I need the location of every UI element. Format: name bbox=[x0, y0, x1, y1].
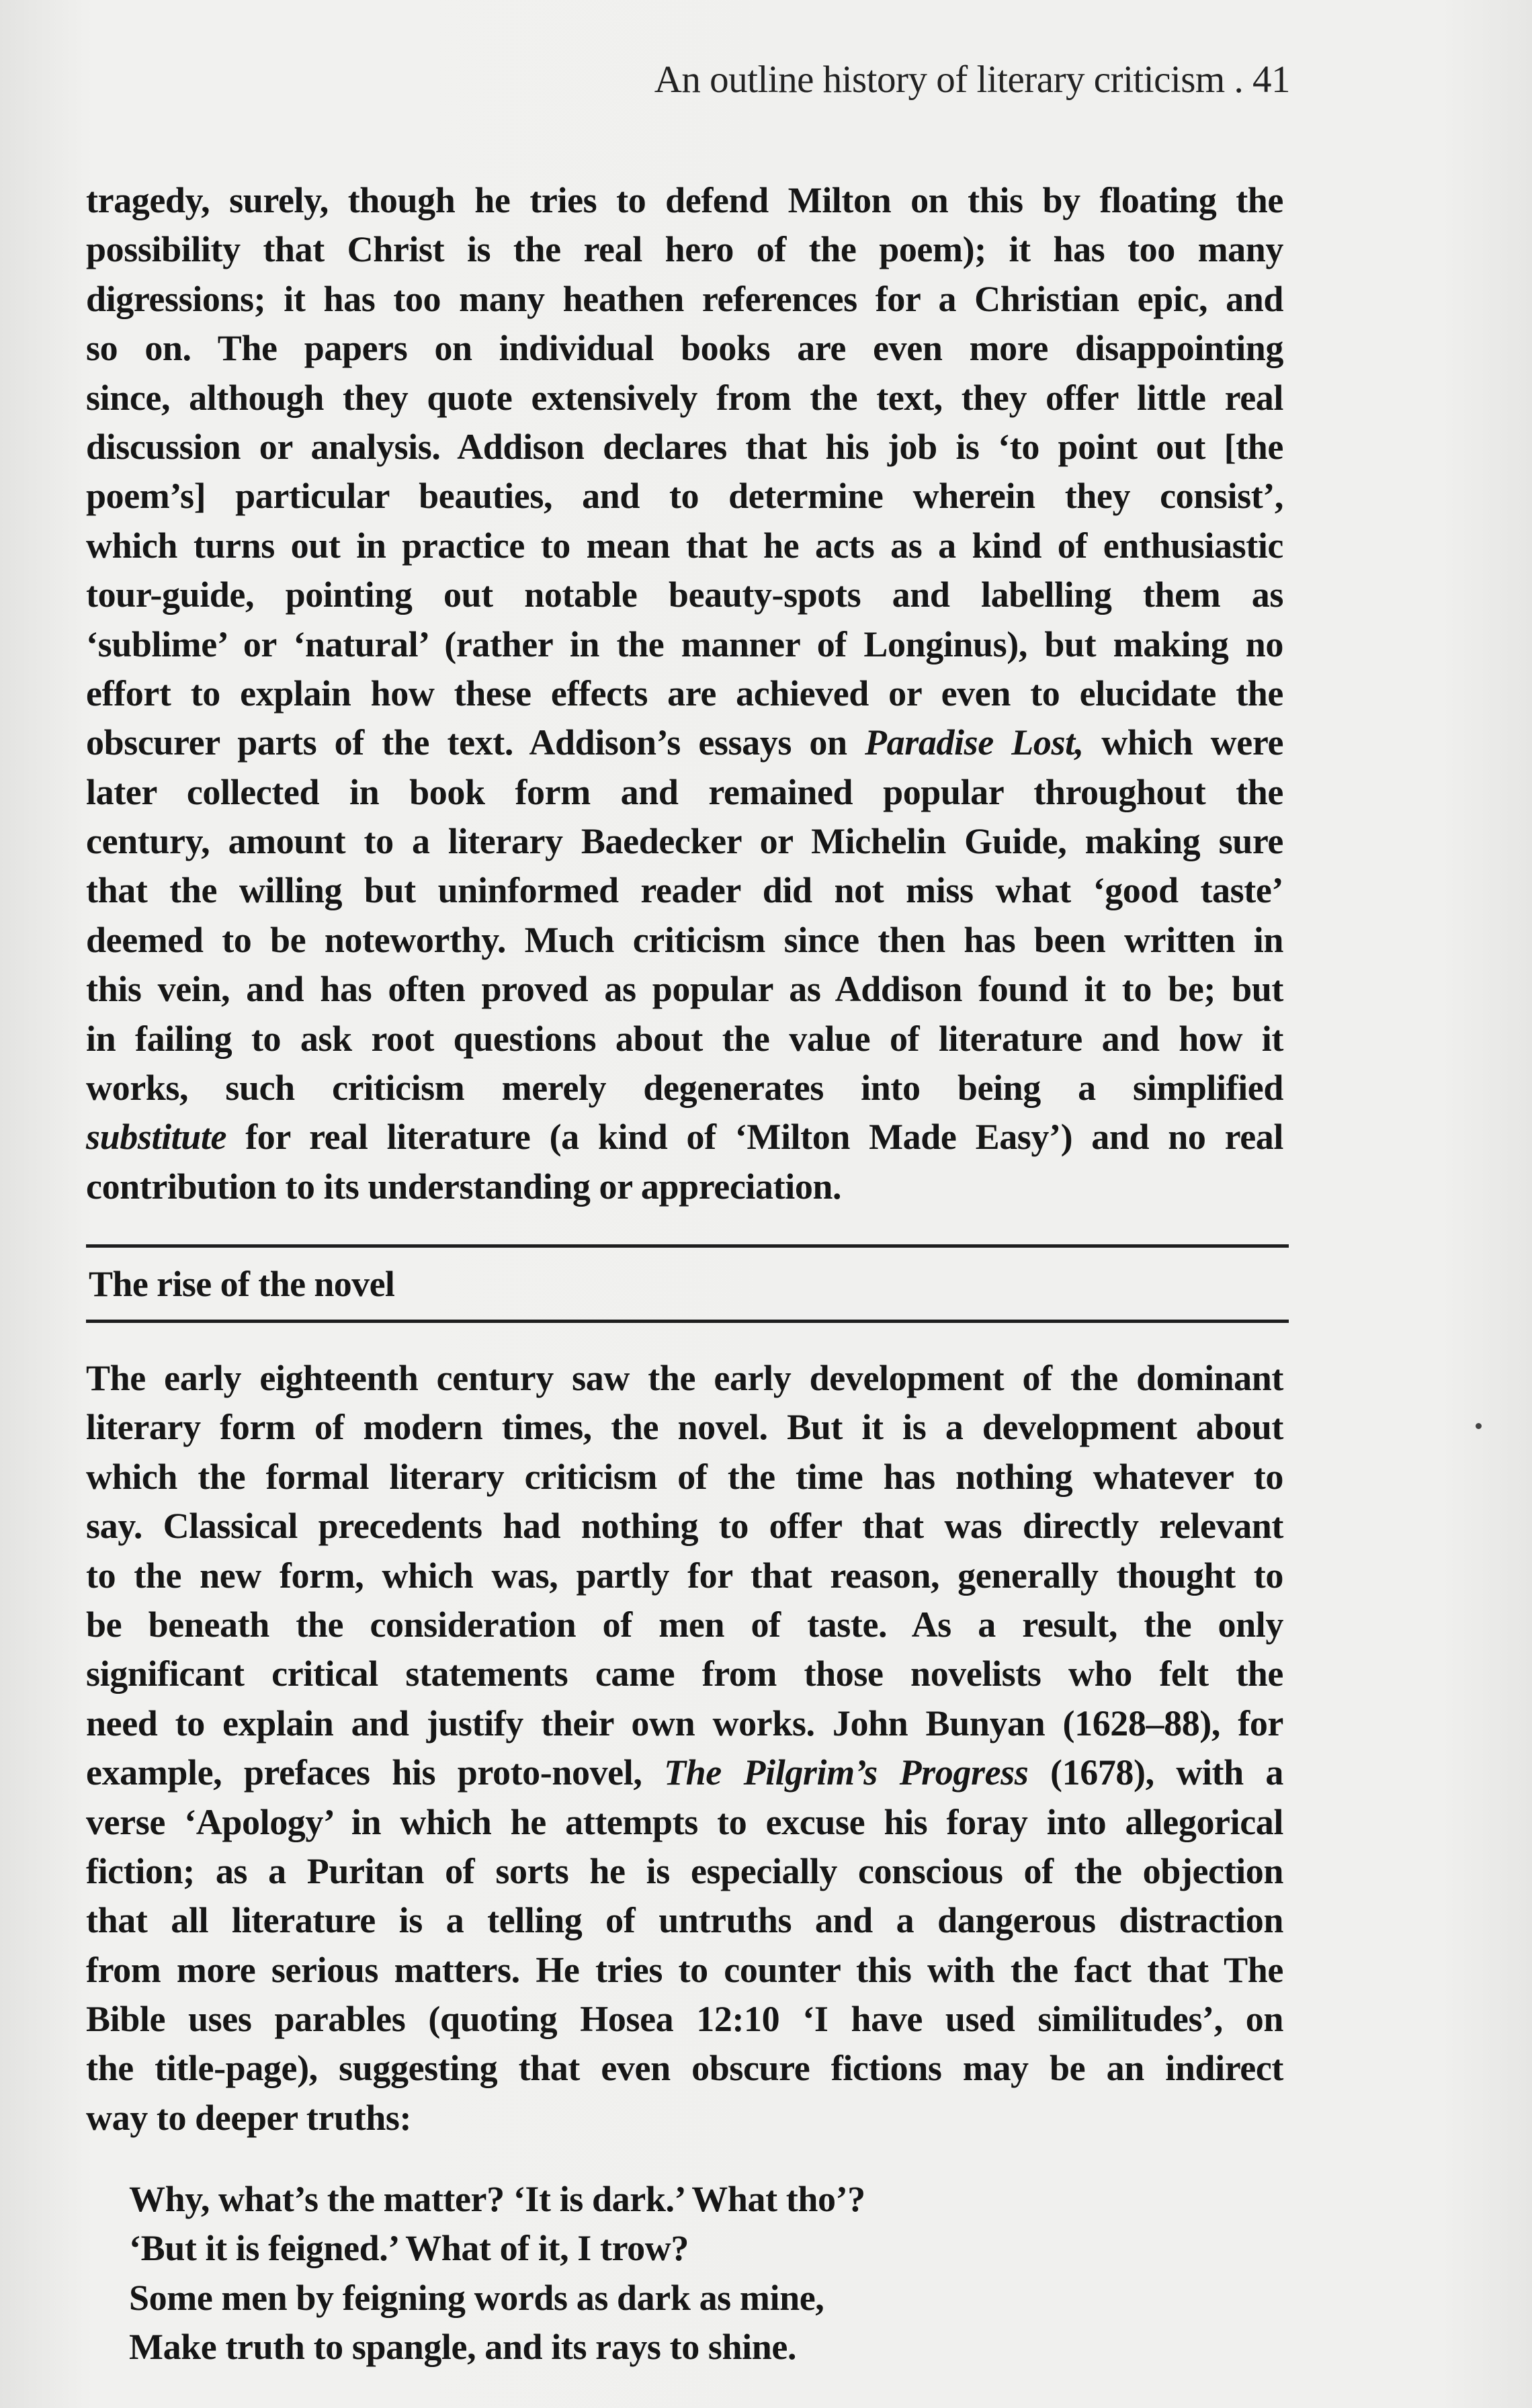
verse-line: Make truth to spangle, and its rays to shine. bbox=[129, 2327, 797, 2368]
text-line: be beneath the consideration of men of taste. As a result, the only bbox=[86, 1604, 1283, 1645]
text-fragment: which were bbox=[1083, 722, 1284, 763]
text-fragment: obscurer parts of the text. Addison’s essays on bbox=[86, 722, 865, 763]
verse-line: Some men by feigning words as dark as mine, bbox=[129, 2277, 824, 2318]
text-fragment: (1678), with a bbox=[1028, 1752, 1284, 1793]
verse-line: ‘But it is feigned.’ What of it, I trow? bbox=[129, 2228, 689, 2269]
paragraph-novel bbox=[86, 1354, 1283, 2143]
text-line: which the formal literary criticism of the time has nothing whatever to bbox=[86, 1456, 1283, 1497]
text-line: way to deeper truths: bbox=[86, 2097, 412, 2138]
text-line-with-title bbox=[86, 718, 1283, 767]
text-line: possibility that Christ is the real hero of the poem); it has too many bbox=[86, 229, 1283, 270]
text-line-with-italic bbox=[86, 1113, 1283, 1162]
text-line: tour-guide, pointing out notable beauty-spots and labelling them as bbox=[86, 574, 1283, 615]
text-line: poem’s] particular beauties, and to determine wherein they consist’, bbox=[86, 476, 1283, 517]
text-line: literary form of modern times, the novel. But it is a development about bbox=[86, 1407, 1283, 1448]
text-line: century, amount to a literary Baedecker or Michelin Guide, making sure bbox=[86, 821, 1283, 862]
text-line: later collected in book form and remained popular throughout the bbox=[86, 771, 1283, 812]
text-line: this vein, and has often proved as popular as Addison found it to be; but bbox=[86, 969, 1283, 1010]
text-line: the title-page), suggesting that even obscure fictions may be an indirect bbox=[86, 2048, 1283, 2089]
text-line: from more serious matters. He tries to counter this with the fact that The bbox=[86, 1949, 1283, 1990]
text-line: fiction; as a Puritan of sorts he is especially conscious of the objection bbox=[86, 1850, 1283, 1891]
text-line: works, such criticism merely degenerates into being a simplified bbox=[86, 1068, 1283, 1109]
heading-rule-bottom bbox=[86, 1320, 1289, 1323]
text-line: effort to explain how these effects are achieved or even to elucidate the bbox=[86, 673, 1283, 714]
text-line: need to explain and justify their own works. John Bunyan (1628–88), for bbox=[86, 1703, 1283, 1744]
text-line: that the willing but uninformed reader did not miss what ‘good taste’ bbox=[86, 870, 1283, 911]
text-line: significant critical statements came from those novelists who felt the bbox=[86, 1653, 1283, 1694]
text-line: contribution to its understanding or appreciation. bbox=[86, 1166, 842, 1207]
text-line: since, although they quote extensively from the text, they offer little real bbox=[86, 377, 1283, 418]
text-line: ‘sublime’ or ‘natural’ (rather in the manner of Longinus), but making no bbox=[86, 624, 1283, 664]
text-line: digressions; it has too many heathen references for a Christian epic, and bbox=[86, 278, 1283, 319]
text-line: verse ‘Apology’ in which he attempts to excuse his foray into allegorical bbox=[86, 1801, 1283, 1842]
text-line-with-title bbox=[86, 1748, 1283, 1797]
text-line: to the new form, which was, partly for that reason, generally thought to bbox=[86, 1555, 1283, 1596]
paragraph-addison bbox=[86, 176, 1283, 1211]
text-fragment: for real literature (a kind of ‘Milton Made Easy’) and no real bbox=[226, 1117, 1283, 1158]
text-line: that all literature is a telling of untruths and a dangerous distraction bbox=[86, 1900, 1283, 1941]
verse-line: Why, what’s the matter? ‘It is dark.’ What tho’? bbox=[129, 2179, 865, 2219]
text-line: so on. The papers on individual books are even more disappointing bbox=[86, 328, 1283, 369]
verse-quotation bbox=[129, 2175, 865, 2372]
book-title-pilgrims-progress: The Pilgrim’s Progress bbox=[664, 1752, 1029, 1793]
text-line: The early eighteenth century saw the early development of the dominant bbox=[86, 1358, 1283, 1398]
text-line: which turns out in practice to mean that he acts as a kind of enthusiastic bbox=[86, 525, 1283, 566]
text-line: discussion or analysis. Addison declares that his job is ‘to point out [the bbox=[86, 426, 1283, 467]
italic-word-substitute: substitute bbox=[86, 1117, 227, 1158]
text-line: say. Classical precedents had nothing to offer that was directly relevant bbox=[86, 1506, 1283, 1547]
text-line: Bible uses parables (quoting Hosea 12:10 ‘I have used similitudes’, on bbox=[86, 1999, 1283, 2040]
heading-rule-top bbox=[86, 1244, 1289, 1248]
ink-speck bbox=[1476, 1423, 1482, 1429]
text-line: in failing to ask root questions about the value of literature and how it bbox=[86, 1018, 1283, 1059]
book-title-paradise-lost: Paradise Lost, bbox=[865, 722, 1084, 763]
running-head: An outline history of literary criticism . 41 bbox=[654, 58, 1290, 101]
section-heading: The rise of the novel bbox=[89, 1264, 395, 1304]
text-line: deemed to be noteworthy. Much criticism since then has been written in bbox=[86, 919, 1283, 960]
text-fragment: example, prefaces his proto-novel, bbox=[86, 1752, 665, 1793]
text-line: tragedy, surely, though he tries to defend Milton on this by floating the bbox=[86, 180, 1283, 220]
